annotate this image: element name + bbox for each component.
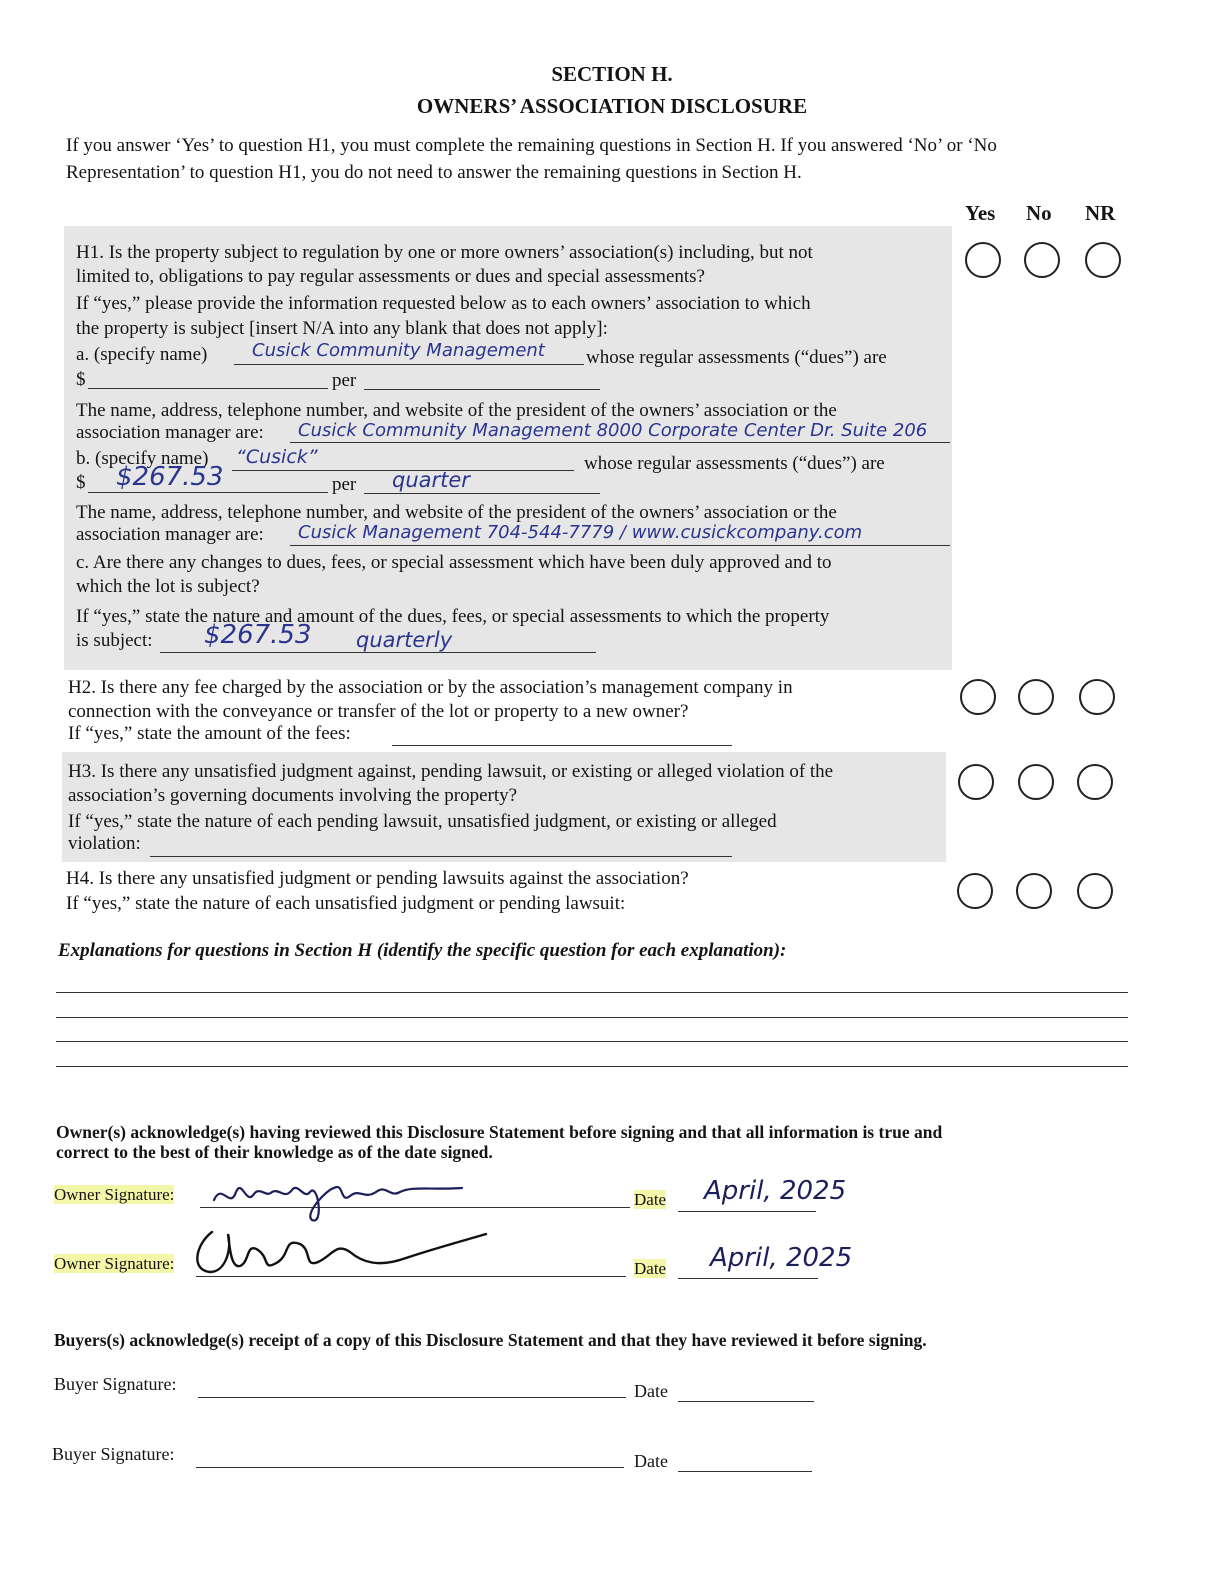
h1b-manager-info[interactable]: Cusick Management 704-544-7779 / www.cusickcompany.com [298,522,863,543]
owner-date-1[interactable]: April, 2025 [704,1176,847,1206]
buyer-date-label-2: Date [634,1451,668,1471]
buyer-signature-label-1: Buyer Signature: [54,1374,177,1394]
explanation-line-1[interactable] [56,992,1128,993]
h1c-question-line-3: If “yes,” state the nature and amount of the dues, fees, or special assessments to which the property [76,606,830,627]
h4-nr-radio[interactable] [1077,873,1113,909]
h1a-period-field[interactable] [364,389,600,390]
h1a-president-line-1: The name, address, telephone number, and website of the president of the owners’ association or the [76,400,837,421]
h3-question-line-2: association’s governing documents involving the property? [68,785,518,806]
h1-nr-radio[interactable] [1085,242,1121,278]
h2-question-line-3: If “yes,” state the amount of the fees: [68,723,351,744]
h3-nr-radio[interactable] [1077,764,1113,800]
owner-ack-line-1: Owner(s) acknowledge(s) having reviewed this Disclosure Statement before signing and that all information is true and [56,1122,943,1142]
buyer-date-field-2[interactable] [678,1471,812,1472]
h3-question-line-4: violation: [68,833,141,854]
h3-no-radio[interactable] [1018,764,1054,800]
h2-question-line-1: H2. Is there any fee charged by the association or by the association’s management company in [68,677,793,698]
explanation-line-4[interactable] [56,1066,1128,1067]
h2-question-line-2: connection with the conveyance or transfer of the lot or property to a new owner? [68,701,689,722]
h1c-amount[interactable]: $267.53 [204,620,312,650]
explanation-line-3[interactable] [56,1041,1128,1042]
h2-yes-radio[interactable] [960,679,996,715]
h3-question-line-3: If “yes,” state the nature of each pending lawsuit, unsatisfied judgment, or existing or alleged [68,811,777,832]
owner-date-2[interactable]: April, 2025 [710,1243,853,1273]
buyer-ack: Buyers(s) acknowledge(s) receipt of a copy of this Disclosure Statement and that they have reviewed it before signing. [54,1330,927,1350]
h1-question-line-1: H1. Is the property subject to regulation by one or more owners’ association(s) including, but not [76,242,813,263]
h1c-period[interactable]: quarterly [356,628,453,652]
h1a-label: a. (specify name) [76,344,208,365]
h1b-dues-text: whose regular assessments (“dues”) are [584,453,885,474]
h1b-label: b. (specify name) [76,448,209,469]
explanation-line-2[interactable] [56,1017,1128,1018]
buyer-date-field-1[interactable] [678,1401,814,1402]
h3-violation-field[interactable] [150,856,732,857]
h1-instruction-line-1: If “yes,” please provide the information requested below as to each owners’ association to which [76,293,811,314]
h1b-amount[interactable]: $267.53 [116,462,224,492]
h1-instruction-line-2: the property is subject [insert N/A into any blank that does not apply]: [76,318,608,339]
owner-date-label-1: Date [634,1190,667,1209]
h4-no-radio[interactable] [1016,873,1052,909]
owner-signature-label-1: Owner Signature: [54,1185,175,1204]
h1a-per-label: per [332,370,357,391]
h1a-dollar-sign: $ [76,369,86,390]
h1b-association-name[interactable]: “Cusick” [236,446,318,468]
h4-question-line-2: If “yes,” state the nature of each unsatisfied judgment or pending lawsuit: [66,893,626,914]
h4-question-line-1: H4. Is there any unsatisfied judgment or pending lawsuits against the association? [66,868,689,889]
owner-signature-2[interactable] [186,1222,496,1282]
h1-yes-radio[interactable] [965,242,1001,278]
h1b-president-line-1: The name, address, telephone number, and website of the president of the owners’ association or the [76,502,837,523]
owner-signature-1[interactable] [200,1170,480,1228]
buyer-signature-field-1[interactable] [198,1397,626,1398]
buyer-date-label-1: Date [634,1381,668,1401]
h1a-manager-info[interactable]: Cusick Community Management 8000 Corporate Center Dr. Suite 206 [298,420,928,441]
section-title: OWNERS’ ASSOCIATION DISCLOSURE [416,94,808,118]
intro-line-2: Representation’ to question H1, you do not need to answer the remaining questions in Section H. [66,162,802,183]
h1b-dollar-sign: $ [76,472,86,493]
h2-no-radio[interactable] [1018,679,1054,715]
owner-signature-label-2: Owner Signature: [54,1254,175,1273]
owner-ack-line-2: correct to the best of their knowledge as of the date signed. [56,1142,493,1162]
column-nr: NR [1085,201,1116,225]
h1a-president-line-2: association manager are: [76,422,264,443]
explanations-label: Explanations for questions in Section H (identify the specific question for each explanation): [58,940,787,961]
h1c-question-line-2: which the lot is subject? [76,576,260,597]
section-label: SECTION H. [551,62,673,86]
h2-fee-field[interactable] [392,745,732,746]
h1-no-radio[interactable] [1024,242,1060,278]
h1c-question-line-1: c. Are there any changes to dues, fees, or special assessment which have been duly approved and to [76,552,832,573]
buyer-signature-label-2: Buyer Signature: [52,1444,175,1464]
h1c-question-line-4: is subject: [76,630,153,651]
h4-yes-radio[interactable] [957,873,993,909]
h1a-association-name[interactable]: Cusick Community Management [252,340,545,361]
h3-question-line-1: H3. Is there any unsatisfied judgment against, pending lawsuit, or existing or alleged violation of the [68,761,834,782]
h1-question-line-2: limited to, obligations to pay regular assessments or dues and special assessments? [76,266,705,287]
intro-line-1: If you answer ‘Yes’ to question H1, you must complete the remaining questions in Section H. If you answered ‘No’ or ‘No [66,135,997,156]
h1b-period[interactable]: quarter [392,468,470,492]
column-no: No [1026,201,1052,225]
h1b-per-label: per [332,474,357,495]
h1a-dues-text: whose regular assessments (“dues”) are [586,347,887,368]
owner-date-label-2: Date [634,1259,667,1278]
h3-yes-radio[interactable] [958,764,994,800]
h1b-president-line-2: association manager are: [76,524,264,545]
buyer-signature-field-2[interactable] [196,1467,624,1468]
h1a-amount-field[interactable] [88,388,328,389]
h2-nr-radio[interactable] [1079,679,1115,715]
column-yes: Yes [965,201,996,225]
